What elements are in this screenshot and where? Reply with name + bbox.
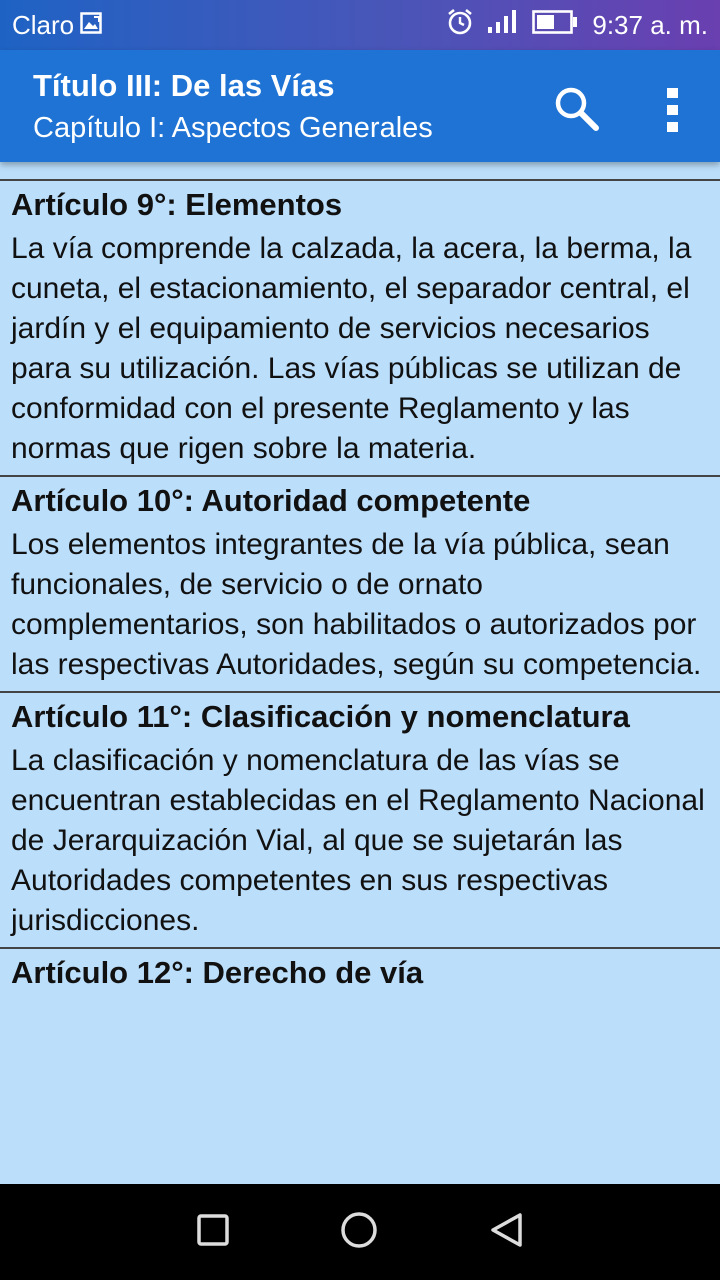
system-nav-bar: [0, 1184, 720, 1280]
articles-list[interactable]: [0, 162, 720, 1184]
article-body: La clasificación y nomenclatura de las vías se encuentran establecidas en el Reglamento Nacional de Jerarquización Vial, al que se sujetarán las Autoridades competentes en sus respectivas jurisdicciones.: [11, 744, 705, 937]
article-heading: Artículo 10°: Autoridad competente: [11, 483, 531, 518]
home-circle-icon[interactable]: [340, 1211, 378, 1254]
recents-square-icon[interactable]: [196, 1213, 230, 1252]
article-12[interactable]: [0, 947, 720, 1003]
image-icon: [80, 10, 102, 41]
article-11[interactable]: [0, 691, 720, 947]
signal-icon: [488, 9, 518, 42]
clock-time: 9:37 a. m.: [592, 9, 708, 40]
alarm-icon: [446, 8, 474, 43]
status-bar: [0, 0, 720, 50]
chapter-subtitle: Capítulo I: Aspectos Generales: [33, 112, 433, 144]
back-triangle-icon[interactable]: [488, 1211, 524, 1254]
more-vert-icon[interactable]: [656, 86, 690, 134]
app-bar: [0, 50, 720, 162]
article-body: Los elementos integrantes de la vía pública, sean funcionales, de servicio o de ornato complementarios, son habilitados o autorizados por las respectivas Autoridades, según su competencia.: [11, 528, 702, 681]
search-icon[interactable]: [552, 84, 600, 132]
article-heading: Artículo 12°: Derecho de vía: [11, 955, 424, 990]
article-heading: Artículo 11°: Clasificación y nomenclatura: [11, 699, 630, 734]
article-10[interactable]: [0, 475, 720, 691]
battery-icon: [532, 10, 578, 41]
article-body: La vía comprende la calzada, la acera, la berma, la cuneta, el estacionamiento, el separador central, el jardín y el equipamiento de servicios necesarios para su utilización. Las vías públicas se utilizan de conformidad con el presente Reglamento y las normas que rigen sobre la materia.: [11, 232, 692, 465]
status-icons: [446, 8, 708, 43]
article-heading: Artículo 9°: Elementos: [11, 187, 343, 222]
carrier-name: Claro: [12, 9, 75, 40]
chapter-title: Título III: De las Vías: [33, 68, 335, 103]
article-9[interactable]: [0, 179, 720, 475]
carrier-group: [12, 10, 102, 41]
